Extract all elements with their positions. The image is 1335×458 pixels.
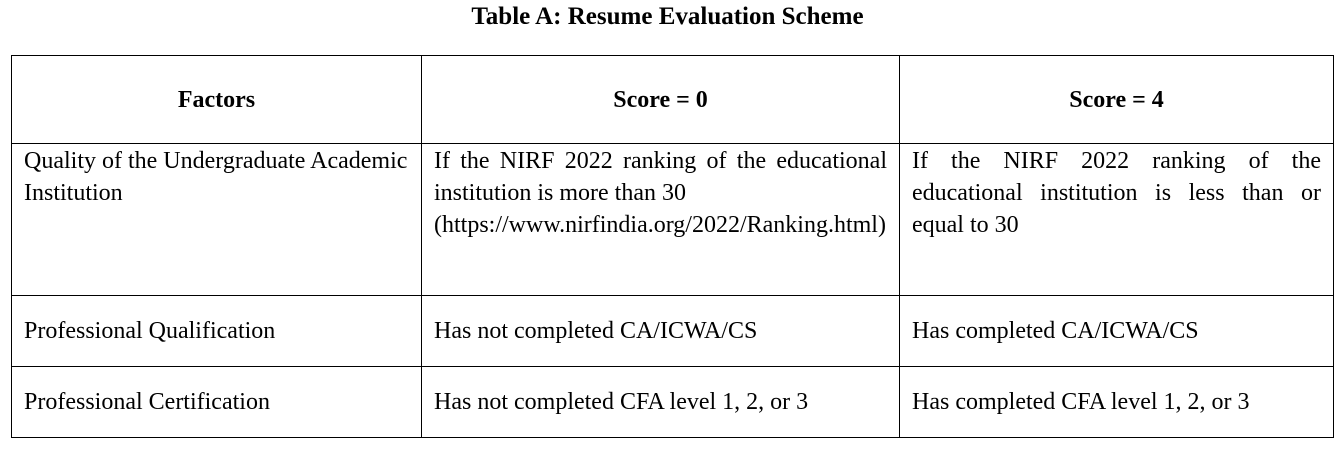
header-score-4: Score = 4 — [900, 56, 1334, 144]
score-4-text: If the NIRF 2022 ranking of the educational institution is less than or equal to 30 — [912, 148, 1321, 238]
header-score-0: Score = 0 — [422, 56, 900, 144]
resume-evaluation-table — [11, 55, 1334, 438]
factor-cell: Professional Qualification — [12, 296, 422, 367]
nirf-ranking-url: (https://www.nirfindia.org/2022/Ranking.html) — [434, 212, 886, 238]
table-header-row — [12, 56, 1334, 144]
header-factors: Factors — [12, 56, 422, 144]
table-row-quality — [12, 144, 1334, 296]
factor-cell: Professional Certification — [12, 367, 422, 438]
score-4-cell: Has completed CA/ICWA/CS — [900, 296, 1334, 367]
score-0-text: If the NIRF 2022 ranking of the educational institution is more than 30 — [434, 148, 887, 206]
factor-cell — [12, 144, 422, 296]
table-row-qualification — [12, 296, 1334, 367]
score-0-cell — [422, 144, 900, 296]
table-row-certification — [12, 367, 1334, 438]
score-4-cell: Has completed CFA level 1, 2, or 3 — [900, 367, 1334, 438]
table-title: Table A: Resume Evaluation Scheme — [471, 3, 864, 30]
score-4-cell — [900, 144, 1334, 296]
score-0-cell: Has not completed CFA level 1, 2, or 3 — [422, 367, 900, 438]
factor-label: Quality of the Undergraduate Academic Institution — [24, 148, 408, 206]
score-0-cell: Has not completed CA/ICWA/CS — [422, 296, 900, 367]
